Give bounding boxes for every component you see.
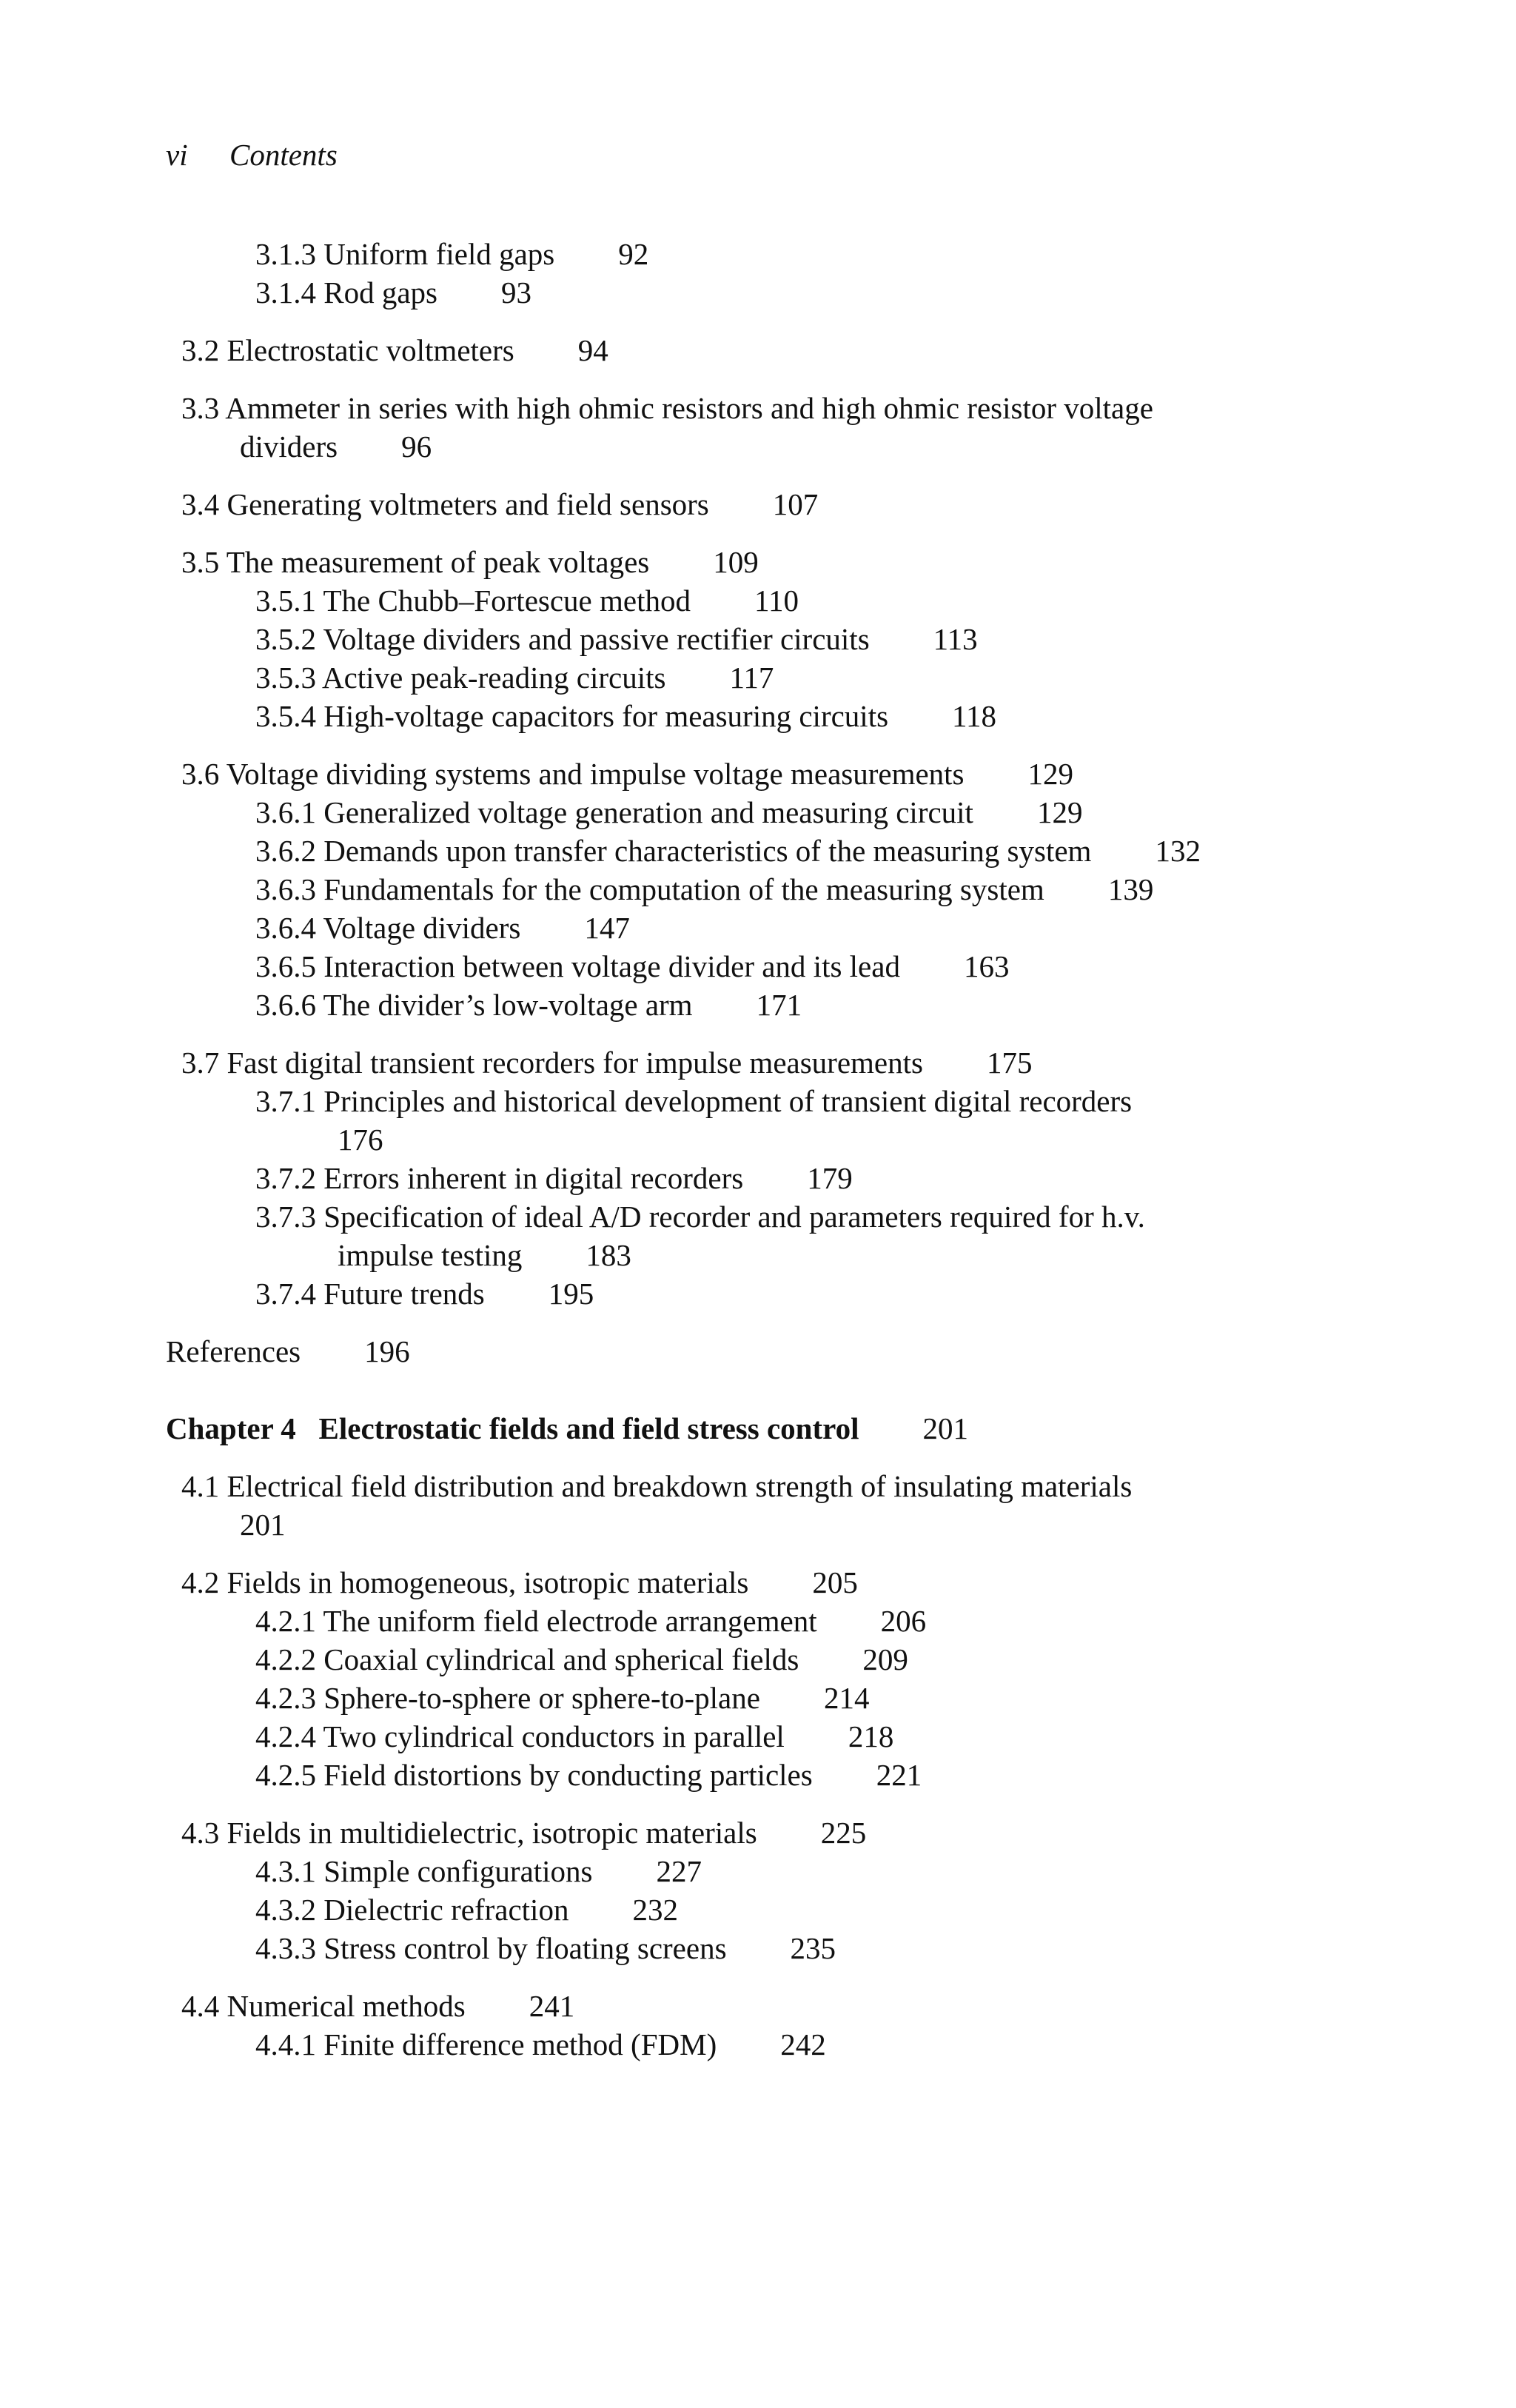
toc-entry-continuation: 201 <box>240 1508 286 1542</box>
running-head: Contents <box>229 138 338 172</box>
toc-entry: 4.2.4 Two cylindrical conductors in parallel 218 <box>255 1719 894 1753</box>
toc-entry-continuation: 176 <box>338 1123 383 1157</box>
toc-entry: 3.6.5 Interaction between voltage divider and its lead 163 <box>255 949 1010 983</box>
toc-entry: 3.5.3 Active peak-reading circuits 117 <box>255 660 774 695</box>
toc-entry: 3.6.6 The divider’s low-voltage arm 171 <box>255 988 802 1022</box>
toc-entry: 3.7.3 Specification of ideal A/D recorder and parameters required for h.v. <box>255 1200 1145 1234</box>
toc-entry: 3.5.2 Voltage dividers and passive rectifier circuits 113 <box>255 622 978 656</box>
toc-entry-continuation: impulse testing 183 <box>338 1238 631 1272</box>
toc-entry: 4.3 Fields in multidielectric, isotropic materials 225 <box>181 1816 867 1850</box>
toc-entry: 3.7.4 Future trends 195 <box>255 1277 594 1311</box>
toc-entry: 3.6 Voltage dividing systems and impulse voltage measurements 129 <box>181 757 1074 791</box>
toc-entry: 3.7.2 Errors inherent in digital recorders 179 <box>255 1161 853 1195</box>
toc-entry: 4.1 Electrical field distribution and breakdown strength of insulating materials <box>181 1469 1133 1503</box>
toc-entry: 4.4 Numerical methods 241 <box>181 1989 575 2023</box>
toc-entry: 3.6.1 Generalized voltage generation and measuring circuit 129 <box>255 795 1083 829</box>
toc-entry: 3.5.1 The Chubb–Fortescue method 110 <box>255 583 799 618</box>
toc-entry: 4.2.3 Sphere-to-sphere or sphere-to-plane 214 <box>255 1681 870 1715</box>
chapter-heading: Chapter 4 Electrostatic fields and field stress control 201 <box>166 1411 968 1445</box>
toc-entry: 4.3.3 Stress control by floating screens 235 <box>255 1931 836 1965</box>
toc-entry: 3.5.4 High-voltage capacitors for measuring circuits 118 <box>255 699 997 733</box>
toc-entry: 4.4.1 Finite difference method (FDM) 242 <box>255 2027 826 2061</box>
toc-entry-references: References 196 <box>166 1334 410 1368</box>
toc-entry: 3.6.4 Voltage dividers 147 <box>255 911 630 945</box>
toc-entry: 3.3 Ammeter in series with high ohmic resistors and high ohmic resistor voltage <box>181 391 1153 425</box>
toc-entry: 3.1.4 Rod gaps 93 <box>255 275 531 310</box>
toc-entry: 4.2.1 The uniform field electrode arrangement 206 <box>255 1604 927 1638</box>
page-number: vi <box>166 138 188 172</box>
toc-entry-continuation: dividers 96 <box>240 429 432 464</box>
toc-entry: 4.2 Fields in homogeneous, isotropic materials 205 <box>181 1565 858 1599</box>
toc-entry: 3.1.3 Uniform field gaps 92 <box>255 237 649 271</box>
toc-entry: 4.3.2 Dielectric refraction 232 <box>255 1893 678 1927</box>
toc-entry: 3.5 The measurement of peak voltages 109 <box>181 545 759 579</box>
toc-entry: 3.6.3 Fundamentals for the computation of the measuring system 139 <box>255 872 1154 906</box>
toc-entry: 4.3.1 Simple configurations 227 <box>255 1854 702 1888</box>
toc-entry: 4.2.2 Coaxial cylindrical and spherical fields 209 <box>255 1642 908 1676</box>
toc-entry: 3.6.2 Demands upon transfer characteristics of the measuring system 132 <box>255 834 1201 868</box>
toc-entry: 3.7.1 Principles and historical development of transient digital recorders <box>255 1084 1133 1118</box>
toc-entry: 3.2 Electrostatic voltmeters 94 <box>181 333 608 367</box>
toc-entry: 3.7 Fast digital transient recorders for impulse measurements 175 <box>181 1046 1033 1080</box>
toc-entry: 3.4 Generating voltmeters and field sensors 107 <box>181 487 819 521</box>
toc-entry: 4.2.5 Field distortions by conducting particles 221 <box>255 1758 922 1792</box>
